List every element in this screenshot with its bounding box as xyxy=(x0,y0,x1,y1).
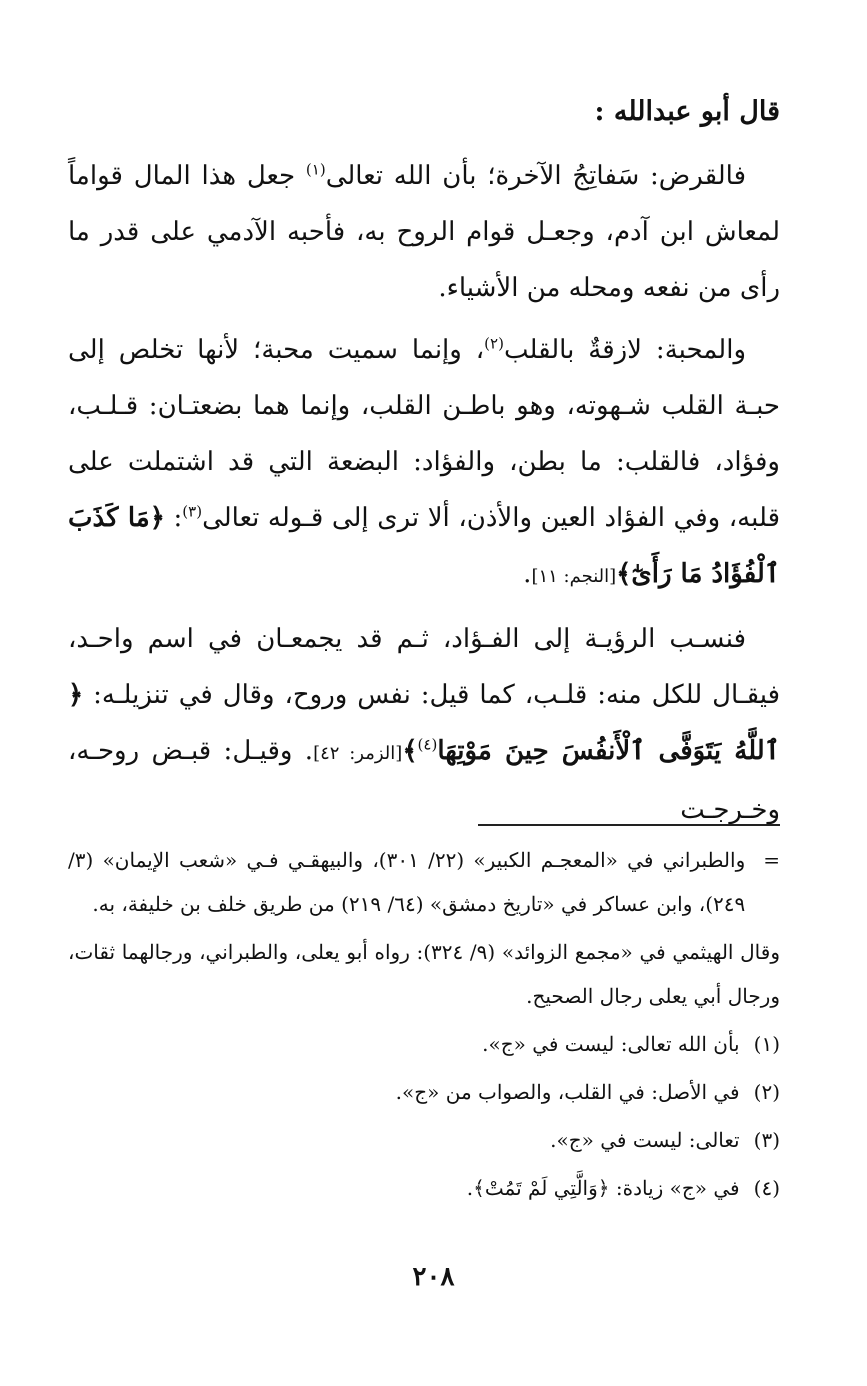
footnote-number: (٣) xyxy=(753,1128,780,1152)
footnote-item xyxy=(68,1070,780,1114)
page-number: ٢٠٨ xyxy=(412,1262,455,1292)
footnote-item xyxy=(68,1118,780,1162)
paragraph-text: . وقيـل: قبـض روحـه، وخـرجـت xyxy=(68,736,780,825)
footnote-ref-3[interactable]: (٣) xyxy=(182,502,203,521)
footnote-ref-4[interactable]: (٤) xyxy=(417,735,438,754)
footnote-number: (١) xyxy=(753,1032,780,1056)
footnote-text: بأن الله تعالى: ليست في «ج». xyxy=(482,1032,740,1056)
paragraph-text: فنسـب الرؤيـة إلى الفـؤاد، ثـم قد يجمعـان في اسم واحـد، فيقـال للكل منه: قلـب، كما قيل: نفس وروح، وقال في تنزيلـه: xyxy=(68,624,780,710)
paragraph-text: ، وإنما سميت محبة؛ لأنها تخلص إلى حبـة القلب شـهوته، وهو باطـن القلب، وإنما هما بضعتـان: قـلـب، وفؤاد، فالقلب: ما بطن، والفؤاد: البضعة التي قد اشتملت على قلبه، وفي الفؤاد العين والأذن، ألا ترى إلى قـوله تعالى xyxy=(68,335,780,533)
footnote-separator xyxy=(478,824,780,826)
paragraph-text: والمحبة: لازقةٌ بالقلب xyxy=(503,335,746,365)
verse-reference: [النجم: ١١] xyxy=(531,566,617,587)
footnote-ref-1[interactable]: (١) xyxy=(305,160,326,179)
footnote-ref-2[interactable]: (٢) xyxy=(484,334,504,353)
paragraph-text: . xyxy=(523,559,532,589)
footnote-item xyxy=(68,1166,780,1210)
footnote-number: (٤) xyxy=(753,1176,780,1200)
footnote-text: تعالى: ليست في «ج». xyxy=(550,1128,740,1152)
footnote-item xyxy=(68,1022,780,1066)
section-heading: قال أبو عبدالله : xyxy=(594,96,780,127)
paragraph-text: : xyxy=(164,503,183,533)
quran-verse: ﴿مَا كَذَبَ ٱلْفُؤَادُ مَا رَأَىٰٓ﴾ xyxy=(68,503,780,589)
footnote-text: في «ج» زيادة: ﴿وَالَّتِي لَمْ تَمُتْ﴾. xyxy=(466,1176,740,1200)
continuation-marker: = xyxy=(763,848,780,872)
footnotes xyxy=(68,838,780,1210)
footnote-text: في الأصل: في القلب، والصواب من «ج». xyxy=(395,1080,740,1104)
quran-verse-end: ﴾ xyxy=(402,736,418,766)
footnote-haythami: وقال الهيثمي في «مجمع الزوائد» (٩/ ٣٢٤): رواه أبو يعلى، والطبراني، ورجالهما ثقات، ورجال أبي يعلى رجال الصحيح. xyxy=(68,940,780,1008)
paragraph-heart xyxy=(68,611,780,838)
main-text xyxy=(68,92,780,844)
paragraph-text: فالقرض: سَفاتِجُ الآخرة؛ بأن الله تعالى xyxy=(325,161,746,191)
paragraph-love xyxy=(68,322,780,605)
footnote-text: والطبراني في «المعجـم الكبير» (٢٢/ ٣٠١)، والبيهقـي فـي «شعب الإيمان» (٣/ ٢٤٩)، وابن عساكر في «تاريخ دمشق» (٦٤/ ٢١٩) من طريق خلف بن خليفة، به. xyxy=(68,848,746,916)
verse-reference: [الزمر: ٤٢] xyxy=(313,743,403,764)
paragraph-loan xyxy=(68,148,780,316)
quran-verse: ﴿ ٱللَّهُ يَتَوَفَّى ٱلْأَنفُسَ حِينَ مَوْتِهَا xyxy=(68,680,780,766)
footnote-continuation xyxy=(68,838,780,926)
paragraph-text: جعل هذا المال قواماً لمعاش ابن آدم، وجعـل قوام الروح به، فأحبه الآدمي على قدر ما رأى من نفعه ومحله من الأشياء. xyxy=(68,161,780,303)
footnote-number: (٢) xyxy=(753,1080,780,1104)
